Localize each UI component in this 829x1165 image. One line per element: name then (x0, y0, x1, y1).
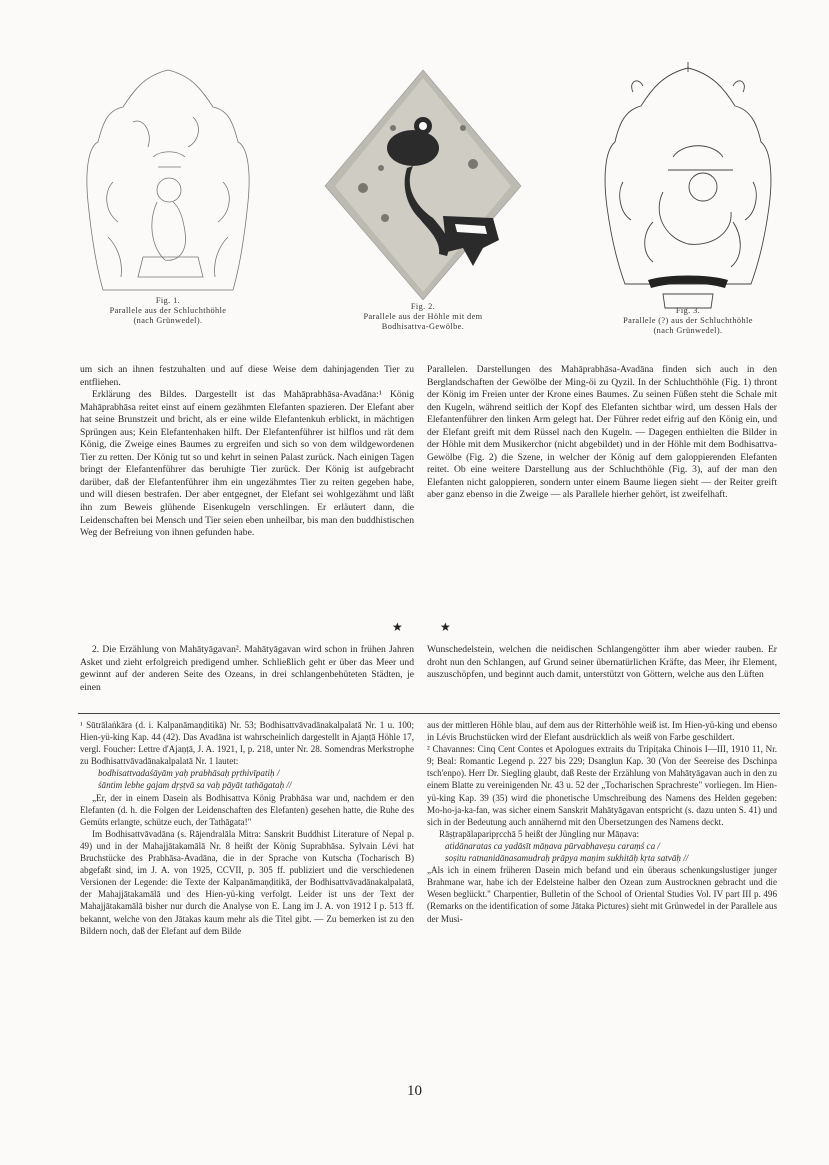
footnote-1: ¹ Sūtrālaṅkāra (d. i. Kalpanāmaṇḍitikā) Nr. 53; Bodhisattvāvadānakalpalatā Nr. 1 u. 100; Hien-yü-king Kap. 44 (42). Das Avadāna ist wahrscheinlich dargestellt in Ajaṇṭā Höhle 17, vergl. Foucher: Lettre d'Ajaṇṭā, J. A. 1921, I, p. 218, unter Nr. 28. Somendras Merkstrophe zu Bodhisattvāvadānakalpalatā Nr. 1 lautet: (80, 720, 414, 767)
section-2-left (80, 644, 414, 694)
figure-1-caption-line: Parallele aus der Schluchthöhle (109, 306, 227, 315)
figure-1 (68, 62, 268, 326)
left-column (80, 364, 414, 540)
section-2-right (427, 644, 777, 682)
figure-3 (588, 62, 788, 336)
star-left: ★ (392, 620, 403, 634)
figure-1-caption (68, 296, 268, 326)
footnote-verse: śāntim lebhe gajam dṛṣṭvā sa vaḥ pāyāt tathāgataḥ // (98, 780, 292, 791)
footnote-text: Im Bodhisattvāvadāna (s. Rājendralāla Mitra: Sanskrit Buddhist Literature of Nepal p. 49) und in der Mahajjātakamālā Nr. 8 heißt der König Suprabhāsa. Sylvain Lévi hat Bruchstücke des Prabhāsa-Avadāna, die in der Sprache von Kutscha (Tocharisch B) abgefaßt sind, im J. A. von 1925, CCVII, p. 305 ff. publiziert und die verschiedenen Versionen der Legende: die Texte der Kalpanāmaṇḍitikā, der Bodhisattvāvadānakalpalatā, der Mahajjātakamālā und des Hien-yü-king verfolgt. Leider ist uns der Text der Mahajjātakamālā bisher nur durch die Analyse von E. Lang im J. A. von 1912 I p. 513 ff. bekannt, welche von den Jātakas kaum mehr als die Titel gibt. — Zu bemerken ist zu den Bildern noch, daß der Elefant auf dem Bilde (80, 828, 414, 936)
left-paragraph: Erklärung des Bildes. Dargestellt ist das Mahāprabhāsa-Avadāna:¹ König Mahāprabhāsa reitet einst auf einem gezähmten Elefanten spazieren. Der Elefant aber hat seine Brunstzeit und bricht, als er eine wilde Elefantenkuh erblickt, in mächtigen Sprüngen aus; Kein Elefantenhaken hilft. Der Elefantenführer ist hilflos und rät dem König, die Zweige eines Baumes zu ergreifen und sich so von dem wildgewordenen Tier zu retten. Der König tut so und kehrt in seinen Palast zurück. Nach einigen Tagen bringt der Elefantenführer das beruhigte Tier zurück. Der König ist aufgebracht darüber, daß der Elefantenführer ihm ein ungezähmtes Tier zu reiten gegeben habe, und will diesen bestrafen. Der aber entgegnet, der Elefant sei wohlgezähmt und läßt ihn zum Beweis glühende Eisenkugeln verschlingen. Er erläutert dann, die Leidenschaften bei Mensch und Tier seien eben unheilbar, bis man den buddhistischen Weg der Befreiung von ihnen gefunden habe. (80, 389, 414, 539)
page-number: 10 (407, 1083, 422, 1099)
footnote-continuation: aus der mittleren Höhle blau, auf dem aus der Ritterhöhle weiß ist. Im Hien-yü-king und ebenso in Lévis Bruchstücken wird der Elefant ausdrücklich als weiß von Farbe geschildert. (427, 720, 777, 743)
star-right: ★ (440, 620, 451, 634)
right-paragraph: Parallelen. Darstellungen des Mahāprabhāsa-Avadāna finden sich auch in den Berglandschaften der Gewölbe der Ming-öi zu Qyzil. In der Schluchthöhle (Fig. 1) thront der König im Freien unter der Krone eines Baumes. Zu seinen Füßen steht die Schale mit den Kugeln, während seitlich der Kopf des Elefanten sichtbar wird, um dessen Hals der Elefantenführer den linken Arm gelegt hat. Der Führer redet eifrig auf den König ein, und der Elefant greift mit dem Rüssel nach den Kugeln. — Dagegen enthielten die Bilder in der Höhle mit dem Musikerchor (nicht abgebildet) und in der Höhle mit dem Bodhisattva-Gewölbe (Fig. 2) die Szene, in welcher der König auf dem galoppierenden Elefanten reitet. Ob eine weitere Darstellung aus der Schluchthöhle (Fig. 3), auf der man den Elefanten nicht galoppieren, sondern unter einem Baume liegen sieht — der Reiter greift aber ganz ebenso in die Zweige — als Parallele hierher gehört, ist zweifelhaft. (427, 364, 777, 501)
footnote-text: „Er, der in einem Dasein als Bodhisattva König Prabhāsa war und, nachdem er den Elefanten (d. h. die Folgen der Leidenschaften des Elefanten) gesehen hatte, die Ruhe des Gemüts erlangte, schütze euch, der Tathāgata!" (80, 792, 414, 827)
figure-3-label: Fig. 3. (675, 306, 701, 315)
right-column (427, 364, 777, 502)
footnote-2: ² Chavannes: Cinq Cent Contes et Apologues extraits du Tripiṭaka Chinois I—III, 1910 11, Nr. 9; Beal: Romantic Legend p. 227 bis 229; Dsanglun Kap. 30 (Von der Seereise des Dschinpa tsch'enpo). Herr Dr. Siegling glaubt, daß Reste der Erzählung von Mahātyāgavan auch in den zu einem Blatte zu vereinigenden Nr. 43 u. 52 der „Tocharischen Sprachreste" vorliegen. Im Hien-yü-king Kap. 39 (35) wird die phonetische Umschreibung des Namens des Helden gegeben: Mo-ho-ja-ka-fan, was sicher einem Sanskrit Mahātyāgavan entspricht (s. dazu unten S. 41) und sich in der Bedeutung auch annähernd mit den Übersetzungen des Namens deckt. (427, 744, 777, 827)
figure-2-diamond-painting (323, 68, 523, 300)
figure-2-label: Fig. 2. (410, 302, 436, 311)
figure-3-line-drawing (593, 62, 783, 314)
footnote-verse: atidānaratas ca yadāsīt māṇava pūrvabhaveṣu caraṃś ca / (445, 840, 660, 851)
section-2-left-paragraph: 2. Die Erzählung von Mahātyāgavan². Mahātyāgavan wird schon in frühen Jahren Asket und zieht erfolgreich predigend umher. Schließlich geht er über das Meer und gewinnt auf der anderen Seite des Ozeans, in drei schlangenbehüteten Städten, je einen (80, 644, 414, 693)
footnote-separator (78, 713, 780, 714)
figure-2-caption (318, 302, 528, 332)
footnotes-right (427, 719, 777, 925)
figure-1-label: Fig. 1. (155, 296, 181, 305)
figure-2 (318, 68, 528, 332)
figure-3-caption-line: (nach Grünwedel). (653, 326, 723, 335)
footnote-verse: bodhisattvadaśāyām yaḥ prabhāsaḥ pṛthivīpatiḥ / (98, 768, 280, 779)
left-paragraph: um sich an ihnen festzuhalten und auf diese Weise dem dahinjagenden Tier zu entfliehen. (80, 364, 414, 388)
footnote-text: „Als ich in einem früheren Dasein mich befand und ein überaus schenkungslustiger junger Brahmane war, habe ich der Edelsteine halber den Ozean zum Austrocknen gebracht und die Wesen beglückt." Charpentier, Bulletin of the School of Oriental Studies Vol. IV part III p. 496 (Remarks on the identification of some Jātaka Pictures) sieht mit Grünwedel in der Parallele aus der Musi- (427, 865, 778, 924)
figure-2-caption-line: Bodhisattva-Gewölbe. (381, 322, 465, 331)
figure-1-caption-line: (nach Grünwedel). (133, 316, 203, 325)
figure-3-caption (588, 306, 788, 336)
figure-1-line-drawing (73, 62, 263, 294)
footnote-verse: soṣitu ratnanidānasamudraḥ prāpya maṇim sukhitāḥ kṛta satvāḥ // (445, 853, 689, 864)
figure-3-caption-line: Parallele (?) aus der Schluchthöhle (623, 316, 753, 325)
figure-2-caption-line: Parallele aus der Höhle mit dem (363, 312, 483, 321)
section-2-right-paragraph: Wunschedelstein, welchen die neidischen Schlangengötter ihm aber wieder rauben. Er droht nun den Schlangen, auf Grund seiner übernatürlichen Kräfte, das Meer, ihr Element, auszuschöpfen, und beginnt auch damit, unterstützt von Göttern, welche aus den Lüften (427, 644, 777, 681)
footnote-text: Rāṣṭrapālaparipṛcchā 5 heißt der Jüngling nur Māṇava: (439, 828, 639, 839)
footnotes-left (80, 719, 414, 937)
